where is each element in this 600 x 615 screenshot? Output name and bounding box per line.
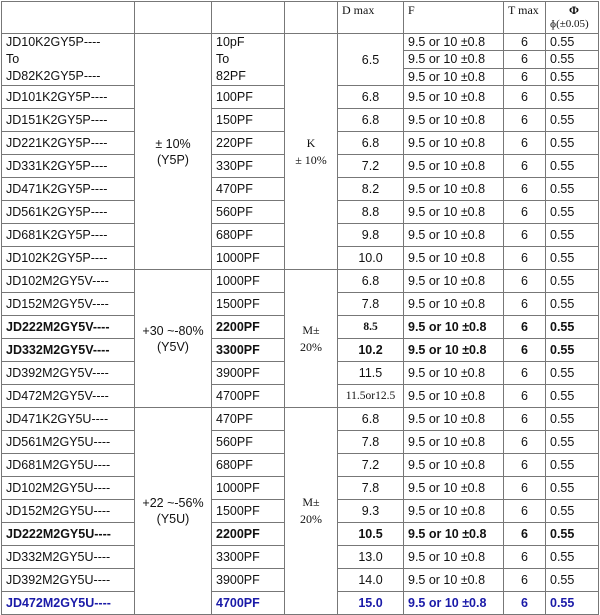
t-max-cell: 6 [504,477,546,500]
part-number: JD681M2GY5U---- [2,454,135,477]
capacitance: 470PF [212,178,285,201]
t-max-cell: 6 [504,34,546,51]
tolerance-group-m-y5u: M± 20% [285,408,338,615]
phi-cell: 0.55 [546,431,599,454]
table-row [2,408,599,431]
phi-cell: 0.55 [546,523,599,546]
t-max-cell: 6 [504,224,546,247]
d-max-cell: 6.5 [338,34,404,86]
d-max-cell: 7.8 [338,431,404,454]
f-cell: 9.5 or 10 ±0.8 [404,178,504,201]
phi-cell: 0.55 [546,316,599,339]
phi-cell: 0.55 [546,293,599,316]
phi-cell: 0.55 [546,270,599,293]
d-max-cell: 10.0 [338,247,404,270]
tolerance-group-m-y5v: M± 20% [285,270,338,408]
header-temp-characteristic [135,2,212,34]
f-cell: 9.5 or 10 ±0.8 [404,224,504,247]
part-number: JD561K2GY5P---- [2,201,135,224]
tc-group-y5p: ± 10% (Y5P) [135,34,212,270]
phi-cell: 0.55 [546,385,599,408]
part-number: JD472M2GY5U---- [2,592,135,615]
t-max-cell: 6 [504,270,546,293]
d-max-cell: 6.8 [338,86,404,109]
capacitance: 2200PF [212,316,285,339]
part-number: JD152M2GY5V---- [2,293,135,316]
d-max-cell: 8.8 [338,201,404,224]
tc-group-y5v: +30 ~-80% (Y5V) [135,270,212,408]
capacitance: 3900PF [212,362,285,385]
capacitance: 1500PF [212,500,285,523]
part-number: JD221K2GY5P---- [2,132,135,155]
d-max-cell: 7.2 [338,155,404,178]
phi-cell: 0.55 [546,132,599,155]
capacitance: 680PF [212,454,285,477]
part-number: JD332M2GY5U---- [2,546,135,569]
part-number-range: JD10K2GY5P---- To JD82K2GY5P---- [2,34,135,86]
phi-tolerance: ɸ(±0.05) [550,18,589,30]
t-max-cell: 6 [504,431,546,454]
phi-cell: 0.55 [546,362,599,385]
t-max-cell: 6 [504,247,546,270]
t-max-cell: 6 [504,362,546,385]
t-max-cell: 6 [504,155,546,178]
header-capacitance [212,2,285,34]
header-d-max: D max [338,2,404,34]
f-cell: 9.5 or 10 ±0.8 [404,316,504,339]
t-max-cell: 6 [504,86,546,109]
phi-cell: 0.55 [546,51,599,68]
f-cell: 9.5 or 10 ±0.8 [404,408,504,431]
t-max-cell: 6 [504,546,546,569]
part-number: JD331K2GY5P---- [2,155,135,178]
part-number: JD471K2GY5U---- [2,408,135,431]
d-max-cell: 6.8 [338,132,404,155]
tc-group-y5u: +22 ~-56% (Y5U) [135,408,212,615]
part-number: JD102K2GY5P---- [2,247,135,270]
d-max-cell: 7.2 [338,454,404,477]
tolerance-group-k: K ± 10% [285,34,338,270]
capacitance: 150PF [212,109,285,132]
f-cell: 9.5 or 10 ±0.8 [404,500,504,523]
f-cell: 9.5 or 10 ±0.8 [404,454,504,477]
d-max-cell: 7.8 [338,293,404,316]
phi-cell: 0.55 [546,34,599,51]
capacitance: 1000PF [212,270,285,293]
f-cell: 9.5 or 10 ±0.8 [404,339,504,362]
f-cell: 9.5 or 10 ±0.8 [404,68,504,85]
t-max-cell: 6 [504,454,546,477]
d-max-cell: 10.2 [338,339,404,362]
phi-cell: 0.55 [546,546,599,569]
phi-cell: 0.55 [546,247,599,270]
part-number: JD392M2GY5U---- [2,569,135,592]
f-cell: 9.5 or 10 ±0.8 [404,385,504,408]
capacitance: 3300PF [212,546,285,569]
t-max-cell: 6 [504,592,546,615]
f-cell: 9.5 or 10 ±0.8 [404,132,504,155]
t-max-cell: 6 [504,523,546,546]
d-max-cell: 8.5 [338,316,404,339]
f-cell: 9.5 or 10 ±0.8 [404,592,504,615]
phi-cell: 0.55 [546,68,599,85]
phi-cell: 0.55 [546,500,599,523]
capacitance: 220PF [212,132,285,155]
table-row [2,34,599,51]
part-number: JD681K2GY5P---- [2,224,135,247]
capacitance: 4700PF [212,592,285,615]
d-max-cell: 10.5 [338,523,404,546]
capacitance: 1500PF [212,293,285,316]
part-number: JD222M2GY5V---- [2,316,135,339]
part-number: JD392M2GY5V---- [2,362,135,385]
phi-cell: 0.55 [546,454,599,477]
part-number: JD152M2GY5U---- [2,500,135,523]
f-cell: 9.5 or 10 ±0.8 [404,270,504,293]
header-f: F [404,2,504,34]
f-cell: 9.5 or 10 ±0.8 [404,362,504,385]
f-cell: 9.5 or 10 ±0.8 [404,477,504,500]
part-number: JD471K2GY5P---- [2,178,135,201]
part-number: JD102M2GY5U---- [2,477,135,500]
capacitor-spec-table [1,1,599,615]
header-row [2,2,599,34]
t-max-cell: 6 [504,201,546,224]
d-max-cell: 9.3 [338,500,404,523]
capacitance: 3900PF [212,569,285,592]
capacitance: 100PF [212,86,285,109]
header-part-number [2,2,135,34]
part-number: JD222M2GY5U---- [2,523,135,546]
t-max-cell: 6 [504,500,546,523]
t-max-cell: 6 [504,408,546,431]
part-number: JD332M2GY5V---- [2,339,135,362]
header-phi [546,2,599,34]
f-cell: 9.5 or 10 ±0.8 [404,109,504,132]
f-cell: 9.5 or 10 ±0.8 [404,523,504,546]
part-number: JD561M2GY5U---- [2,431,135,454]
phi-cell: 0.55 [546,408,599,431]
t-max-cell: 6 [504,132,546,155]
t-max-cell: 6 [504,51,546,68]
capacitance: 4700PF [212,385,285,408]
d-max-cell: 8.2 [338,178,404,201]
header-t-max: T max [504,2,546,34]
f-cell: 9.5 or 10 ±0.8 [404,86,504,109]
phi-cell: 0.55 [546,477,599,500]
capacitance: 1000PF [212,477,285,500]
t-max-cell: 6 [504,178,546,201]
f-cell: 9.5 or 10 ±0.8 [404,431,504,454]
d-max-cell: 15.0 [338,592,404,615]
d-max-cell: 14.0 [338,569,404,592]
d-max-cell: 6.8 [338,270,404,293]
d-max-cell: 6.8 [338,109,404,132]
capacitance: 2200PF [212,523,285,546]
f-cell: 9.5 or 10 ±0.8 [404,546,504,569]
phi-cell: 0.55 [546,178,599,201]
phi-cell: 0.55 [546,339,599,362]
f-cell: 9.5 or 10 ±0.8 [404,201,504,224]
phi-symbol: Φ [569,3,579,17]
d-max-cell: 13.0 [338,546,404,569]
capacitance: 1000PF [212,247,285,270]
table-row [2,270,599,293]
capacitance: 330PF [212,155,285,178]
t-max-cell: 6 [504,385,546,408]
t-max-cell: 6 [504,316,546,339]
part-number: JD101K2GY5P---- [2,86,135,109]
capacitance: 3300PF [212,339,285,362]
phi-cell: 0.55 [546,569,599,592]
f-cell: 9.5 or 10 ±0.8 [404,51,504,68]
capacitance: 680PF [212,224,285,247]
part-number: JD102M2GY5V---- [2,270,135,293]
phi-cell: 0.55 [546,155,599,178]
part-number: JD151K2GY5P---- [2,109,135,132]
phi-cell: 0.55 [546,86,599,109]
capacitance-range: 10pF To 82PF [212,34,285,86]
f-cell: 9.5 or 10 ±0.8 [404,34,504,51]
t-max-cell: 6 [504,109,546,132]
f-cell: 9.5 or 10 ±0.8 [404,569,504,592]
header-tolerance [285,2,338,34]
phi-cell: 0.55 [546,224,599,247]
part-number: JD472M2GY5V---- [2,385,135,408]
d-max-cell: 11.5 [338,362,404,385]
t-max-cell: 6 [504,293,546,316]
t-max-cell: 6 [504,339,546,362]
f-cell: 9.5 or 10 ±0.8 [404,247,504,270]
d-max-cell: 9.8 [338,224,404,247]
capacitance: 560PF [212,201,285,224]
t-max-cell: 6 [504,569,546,592]
phi-cell: 0.55 [546,592,599,615]
phi-cell: 0.55 [546,201,599,224]
t-max-cell: 6 [504,68,546,85]
phi-cell: 0.55 [546,109,599,132]
d-max-cell: 11.5or12.5 [338,385,404,408]
capacitance: 560PF [212,431,285,454]
d-max-cell: 7.8 [338,477,404,500]
f-cell: 9.5 or 10 ±0.8 [404,155,504,178]
d-max-cell: 6.8 [338,408,404,431]
capacitance: 470PF [212,408,285,431]
f-cell: 9.5 or 10 ±0.8 [404,293,504,316]
